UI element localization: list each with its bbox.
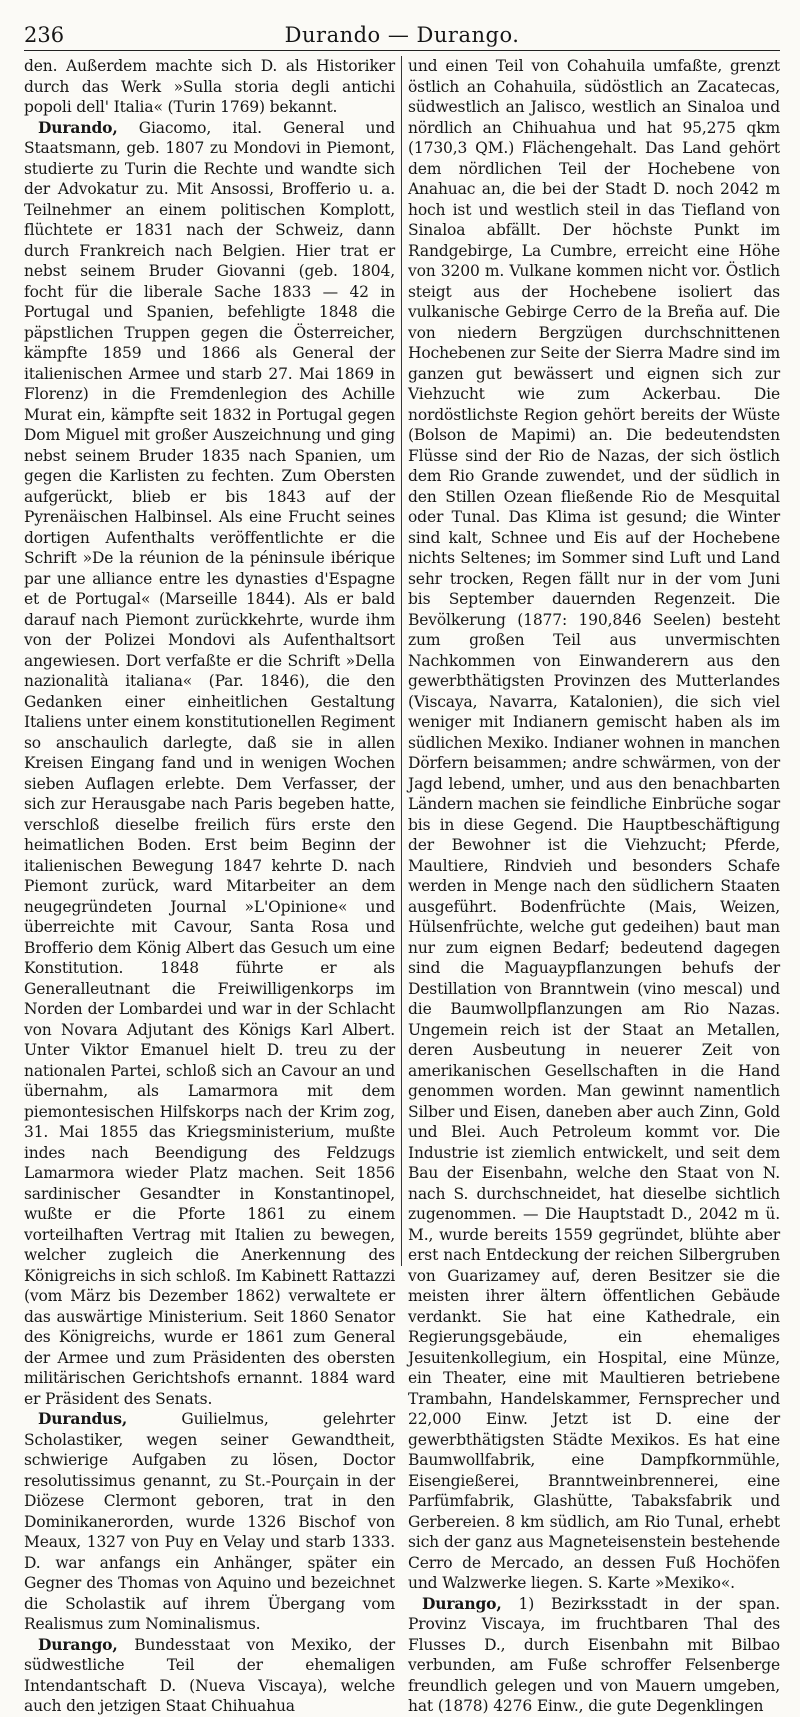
entry-headword: Durango,: [38, 1634, 118, 1654]
page-header: [24, 20, 780, 51]
entry-text: Giacomo, ital. General und Staatsmann, geb. 1807 zu Mondovi in Piemont, studierte zu Turin die Rechte und wandte sich der Advokatur zu. Mit Ansossi, Brofferio u. a. Teilnehmer an einem politischen Komplott, flüchtete er 1831 nach der Schweiz, dann durch Frankreich nach Belgien. Hier trat er nebst seinem Bruder Giovanni (geb. 1804, focht für die liberale Sache 1833 — 42 in Portugal und Spanien, befehligte 1848 die päpstlichen Truppen gegen die Österreicher, kämpfte 1859 und 1866 als General der italienischen Armee und starb 27. Mai 1869 in Florenz) in die Fremdenlegion des Achille Murat ein, kämpfte seit 1832 in Portugal gegen Dom Miguel mit großer Auszeichnung und ging nebst seinem Bruder 1835 nach Spanien, um gegen die Karlisten zu fechten. Zum Obersten aufgerückt, blieb er bis 1843 auf der Pyrenäischen Halbinsel. Als eine Frucht seines dortigen Aufenthalts veröffentlichte er die Schrift »De la réunion de la péninsule ibérique par une alliance entre les dynasties d'Espagne et de Portugal« (Marseille 1844). Als er bald darauf nach Piemont zurückkehrte, wurde ihm von der Polizei Mondovi als Aufenthaltsort angewiesen. Dort verfaßte er die Schrift »Della nazionalità italiana« (Par. 1846), die den Gedanken einer einheitlichen Gestaltung Italiens unter einem konstitutionellen Regiment so anschaulich darlegte, daß sie in allen Kreisen Eingang fand und in wenigen Wochen sieben Auflagen erlebte. Dem Verfasser, der sich zur Herausgabe nach Paris begeben hatte, verschloß dieselbe freilich fürs erste den heimatlichen Boden. Erst beim Beginn der italienischen Bewegung 1847 kehrte D. nach Piemont zurück, ward Mitarbeiter an dem neugegründeten Journal »L'Opinione« und überreichte mit Cavour, Santa Rosa und Brofferio dem König Albert das Gesuch um eine Konstitution. 1848 führte er als Generalleutnant die Freiwilligenkorps im Norden der Lombardei und war in der Schlacht von Novara Adjutant des Königs Karl Albert. Unter Viktor Emanuel hielt D. treu zu der nationalen Partei, schloß sich an Cavour an und übernahm, als Lamarmora mit dem piemontesischen Hilfskorps nach der Krim zog, 31. Mai 1855 das Kriegsministerium, mußte indes nach Beendigung des Feldzugs Lamarmora wieder Platz machen. Seit 1856 sardinischer Gesandter in Konstantinopel, wußte er die Pforte 1861 zu einem vorteilhaften Vertrag mit Italien zu bewegen, welcher zugleich die Anerkennung des Königreichs in sich schloß. Im Kabinett Rattazzi (vom März bis Dezember 1862) verwaltete er das auswärtige Ministerium. Seit 1860 Senator des Königreichs, wurde er 1861 zum General der Armee und zum Präsidenten des obersten militärischen Gerichtshofs ernannt. 1884 ward er Präsident des Senats.: [24, 118, 395, 1408]
entry-durango-town: [408, 1594, 780, 1717]
column-divider: [401, 56, 402, 1266]
entry-text: den. Außerdem machte sich D. als Historiker durch das Werk »Sulla storia degli antichi popoli dell' Italia« (Turin 1769) bekannt.: [24, 57, 395, 116]
entry-continuation: [408, 56, 780, 1594]
entry-durando-giacomo: [24, 118, 395, 1410]
entry-text: und einen Teil von Cohahuila umfaßte, grenzt östlich an Cohahuila, südöstlich an Zacatecas, südwestlich an Jalisco, westlich an Sinaloa und nördlich an Chihuahua und hat 95,275 qkm (1730,3 QM.) Flächengehalt. Das Land gehört dem nördlichen Teil der Hochebene von Anahuac an, die bei der Stadt D. noch 2042 m hoch ist und westlich steil in das Tiefland von Sinaloa abfällt. Der höchste Punkt im Randgebirge, La Cumbre, erreicht eine Höhe von 3200 m. Vulkane kommen nicht vor. Östlich steigt aus der Hochebene isoliert das vulkanische Gebirge Cerro de la Breña auf. Die von niedern Bergzügen durchschnittenen Hochebenen zur Seite der Sierra Madre sind im ganzen gut bewässert und eignen sich zur Viehzucht wie zum Ackerbau. Die nordöstlichste Region gehört bereits der Wüste (Bolson de Mapimi) an. Die bedeutendsten Flüsse sind der Rio de Nazas, der sich östlich dem Rio Grande zuwendet, und der südlich in den Stillen Ozean fließende Rio de Mesquital oder Tunal. Das Klima ist gesund; die Winter sind kalt, Schnee und Eis auf der Hochebene nichts Seltenes; im Sommer sind Luft und Land sehr trocken, Regen fällt nur in der vom Juni bis September dauernden Regenzeit. Die Bevölkerung (1877: 190,846 Seelen) besteht zum großen Teil aus unvermischten Nachkommen von Einwanderern aus den gewerbthätigsten Provinzen des Mutterlandes (Viscaya, Navarra, Katalonien), die sich viel weniger mit Indianern gemischt haben als im südlichen Mexiko. Indianer wohnen in manchen Dörfern beisammen; andre schwärmen, von der Jagd lebend, umher, und aus den benachbarten Ländern machen sie feindliche Einbrüche sogar bis in diese Gegend. Die Hauptbeschäftigung der Bewohner ist die Viehzucht; Pferde, Maultiere, Rindvieh und besonders Schafe werden in Menge nach den südlichern Staaten ausgeführt. Bodenfrüchte (Mais, Weizen, Hülsenfrüchte, welche gut gedeihen) baut man nur zum eignen Bedarf; bedeutend dagegen sind die Maguaypflanzungen behufs der Destillation von Branntwein (vino mescal) und die Baumwollpflanzungen am Rio Nazas. Ungemein reich ist der Staat an Metallen, deren Ausbeutung in neuerer Zeit von amerikanischen Gesellschaften in die Hand genommen worden. Man gewinnt namentlich Silber und Eisen, daneben aber auch Zinn, Gold und Blei. Auch Petroleum kommt vor. Die Industrie ist ziemlich entwickelt, und seit dem Bau der Eisenbahn, welche den Staat von N. nach S. durchschneidet, hat dieselbe sichtlich zugenommen. — Die Hauptstadt D., 2042 m ü. M., wurde bereits 1559 gegründet, blühte aber erst nach Entdeckung der reichen Silbergruben von Guarizamey auf, deren Besitzer sie die meisten ihrer ältern öffentlichen Gebäude verdankt. Sie hat eine Kathedrale, ein Regierungsgebäude, ein ehemaliges Jesuitenkollegium, ein Hospital, eine Münze, ein Theater, eine mit Maultieren betriebene Trambahn, Handelskammer, Fernsprecher und 22,000 Einw. Jetzt ist D. eine der gewerbthätigsten Städte Mexikos. Es hat eine Baumwollfabrik, eine Dampfkornmühle, Eisengießerei, Branntweinbrennerei, eine Parfümfabrik, Glashütte, Tabaksfabrik und Gerbereien. 8 km südlich, am Rio Tunal, erhebt sich der ganz aus Magneteisenstein bestehende Cerro de Mercado, an dessen Fuß Hochöfen und Walzwerke liegen. S. Karte »Mexiko«.: [408, 57, 780, 1592]
entry-continuation: [24, 56, 395, 118]
entry-headword: Durando,: [38, 117, 118, 137]
entry-text: 1) Bezirksstadt in der span. Provinz Viscaya, im fruchtbaren Thal des Flusses D., durch Eisenbahn mit Bilbao verbunden, am Fuße schroffer Felsenberge freundlich gelegen und von Mauern umgeben, hat (1878) 4276 Einw., die gute Degenklingen: [408, 1594, 780, 1715]
entry-text: Bundesstaat von Mexiko, der südwestliche Teil der ehemaligen Intendantschaft D. (Nueva Viscaya), welche auch den jetzigen Staat Chihuahua: [24, 1635, 395, 1715]
entry-durandus: [24, 1409, 395, 1635]
entry-headword: Durango,: [422, 1593, 502, 1613]
page-number: 236: [24, 23, 65, 47]
entry-durango-state: [24, 1635, 395, 1717]
entry-text: Guilielmus, gelehrter Scholastiker, wegen seiner Gewandtheit, schwierige Aufgaben zu lösen, Doctor resolutissimus genannt, zu St.-Pourçain in der Diözese Clermont geboren, trat in den Dominikanerorden, wurde 1326 Bischof von Meaux, 1327 von Puy en Velay und starb 1333. D. war anfangs ein Anhänger, später ein Gegner des Thomas von Aquino und bezeichnet die Scholastik auf ihrem Übergang vom Realismus zum Nominalismus.: [24, 1410, 395, 1633]
entry-headword: Durandus,: [38, 1409, 128, 1428]
right-column: [408, 56, 780, 1715]
left-column: [24, 56, 395, 1715]
running-title: Durando — Durango.: [284, 23, 520, 47]
